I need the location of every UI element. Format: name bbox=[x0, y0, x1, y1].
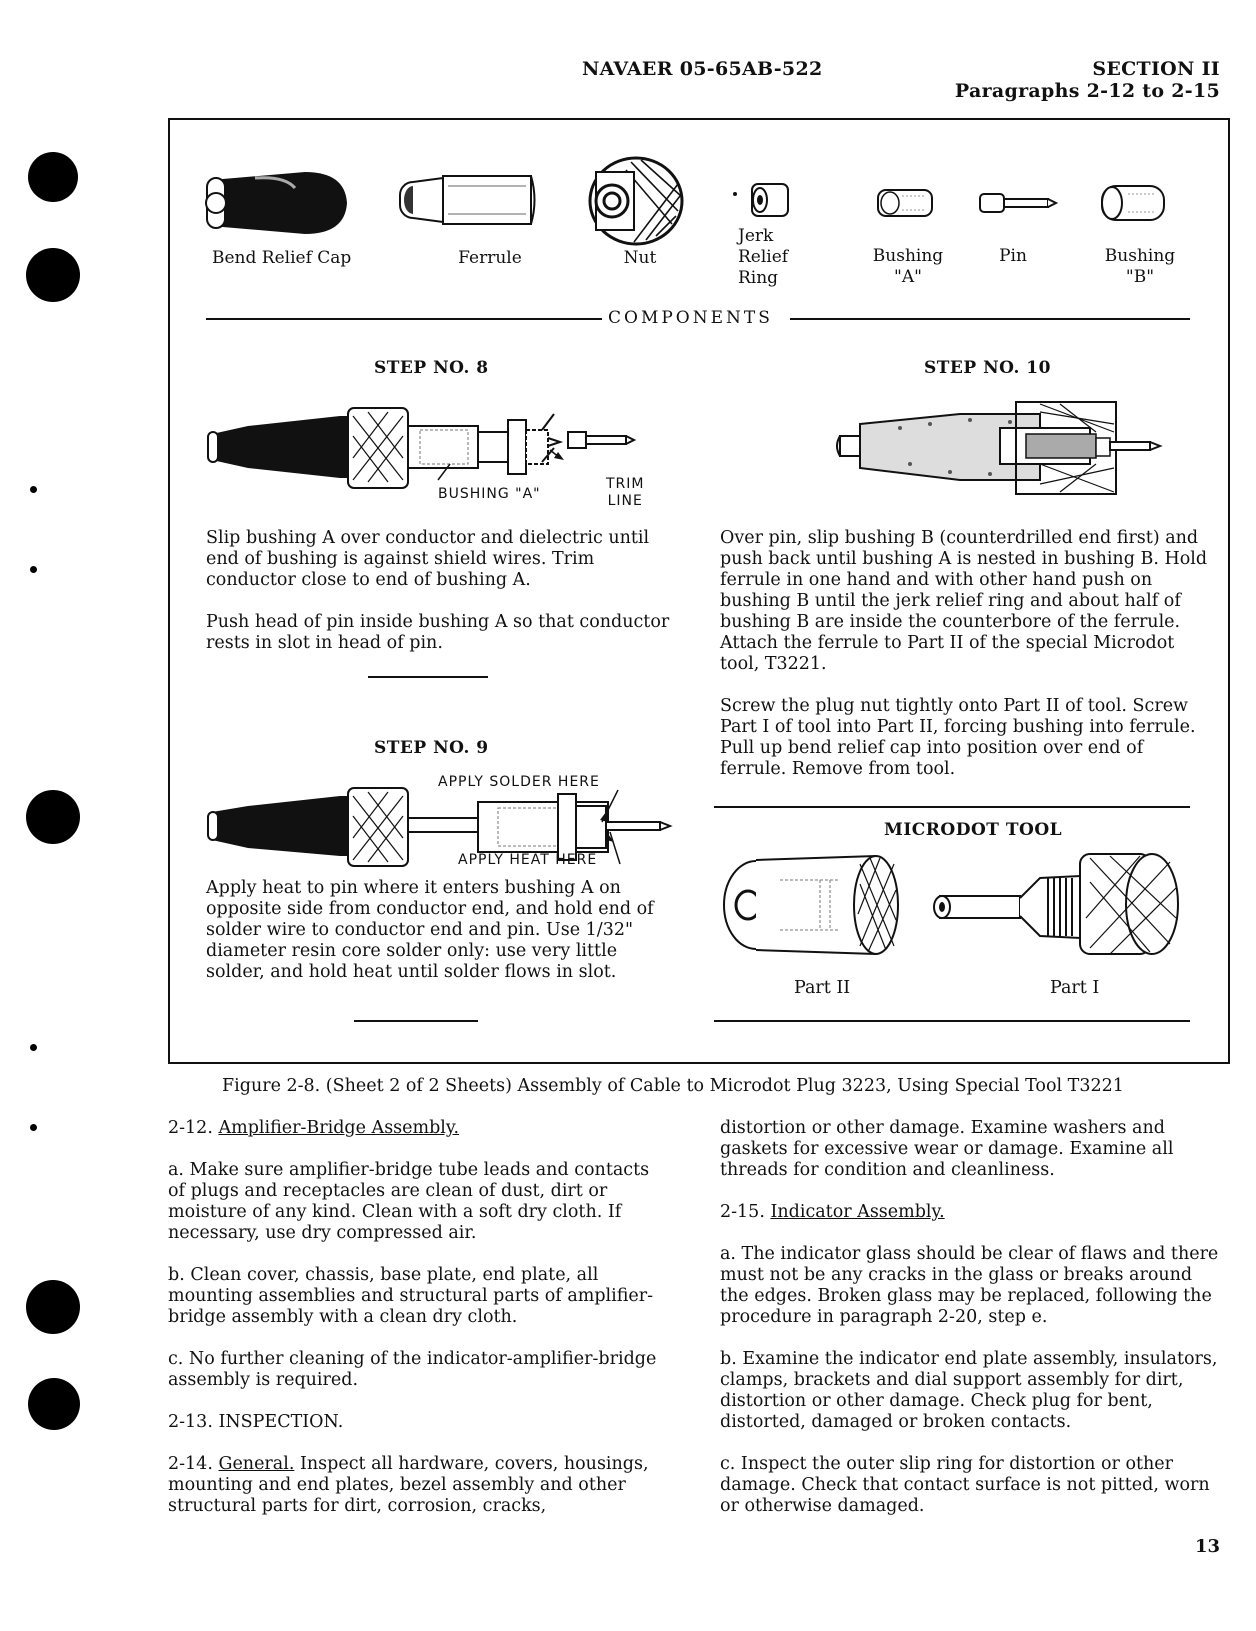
microdot-tool-part1-drawing bbox=[930, 848, 1190, 958]
microdot-tool-bottom-rule bbox=[714, 1020, 1190, 1022]
bend-relief-cap-drawing bbox=[205, 168, 355, 238]
component-label-ferrule: Ferrule bbox=[458, 248, 522, 268]
step-8-callout-trim-line: TRIM LINE bbox=[606, 476, 645, 509]
paragraph-2-15-number: 2-15. bbox=[720, 1202, 765, 1222]
paragraph-2-12-heading bbox=[168, 1118, 668, 1139]
paragraph-range: Paragraphs 2-12 to 2-15 bbox=[954, 80, 1220, 102]
margin-mark bbox=[30, 1044, 37, 1051]
component-label-nut: Nut bbox=[623, 248, 657, 268]
microdot-tool-top-rule bbox=[714, 806, 1190, 808]
component-label-bend-relief-cap: Bend Relief Cap bbox=[212, 248, 352, 268]
nut-drawing bbox=[586, 156, 686, 246]
components-title: COMPONENTS bbox=[608, 308, 773, 328]
step-10-paragraph-1: Over pin, slip bushing B (counterdrilled end first) and push back until bushing A is nested in bushing B. Hold ferrule in one hand and with other hand push on bushing B until the jerk relief ring and about half of bushing B are inside the counterbore of the ferrule. Attach the ferrule to Part II of the special Microdot tool, T3221. bbox=[720, 528, 1208, 674]
step-8-text bbox=[206, 528, 676, 675]
step-9-drawing bbox=[208, 784, 678, 874]
document-number: NAVAER 05-65AB-522 bbox=[582, 58, 823, 80]
step-10-text bbox=[720, 528, 1210, 801]
page-number: 13 bbox=[1194, 1536, 1220, 1557]
section-label: SECTION II bbox=[1092, 58, 1220, 80]
step-9-callout-heat: APPLY HEAT HERE bbox=[458, 852, 598, 868]
step-8-paragraph-2: Push head of pin inside bushing A so that conductor rests in slot in head of pin. bbox=[206, 612, 670, 653]
paragraph-2-12-b: b. Clean cover, chassis, base plate, end plate, all mounting assemblies and structural parts of amplifier-bridge assembly with a clean dry cloth. bbox=[168, 1265, 654, 1327]
paragraph-2-14-number: 2-14. bbox=[168, 1454, 213, 1474]
margin-mark bbox=[30, 1124, 37, 1131]
microdot-tool-part1-label: Part I bbox=[1050, 978, 1100, 998]
component-label-bushing-b: Bushing "B" bbox=[1104, 246, 1176, 287]
step-9-paragraph-1: Apply heat to pin where it enters bushing A on opposite side from conductor end, and hold end of solder wire to conductor end and pin. Use 1/32" diameter resin core solder only: use very little solder, and hold heat until solder flows in slot. bbox=[206, 878, 654, 982]
component-label-pin: Pin bbox=[999, 246, 1027, 266]
step-9-title: STEP NO. 9 bbox=[374, 738, 489, 758]
body-right-column bbox=[720, 1118, 1220, 1538]
components-rule-right bbox=[790, 318, 1190, 320]
step-10-drawing bbox=[840, 398, 1220, 498]
paragraph-2-14-continued: distortion or other damage. Examine washers and gaskets for excessive wear or damage. Examine all threads for condition and cleanliness. bbox=[720, 1118, 1174, 1180]
component-label-jerk-relief-ring: Jerk Relief Ring bbox=[738, 226, 789, 288]
margin-mark bbox=[30, 566, 37, 573]
figure-caption: Figure 2-8. (Sheet 2 of 2 Sheets) Assembly of Cable to Microdot Plug 3223, Using Special Tool T3221 bbox=[222, 1076, 1124, 1096]
paragraph-2-12-number: 2-12. bbox=[168, 1118, 213, 1138]
paragraph-2-14-text: Inspect all hardware, covers, housings, mounting and end plates, bezel assembly and other structural parts for dirt, corrosion, cracks, bbox=[168, 1454, 649, 1516]
paragraph-2-12-a: a. Make sure amplifier-bridge tube leads and contacts of plugs and receptacles are clean of dust, dirt or moisture of any kind. Clean with a soft dry cloth. If necessary, use dry compressed air. bbox=[168, 1160, 650, 1243]
microdot-tool-title: MICRODOT TOOL bbox=[884, 820, 1063, 840]
binder-hole bbox=[26, 790, 80, 844]
paragraph-2-15-c: c. Inspect the outer slip ring for distortion or other damage. Check that contact surface is not pitted, worn or otherwise damaged. bbox=[720, 1454, 1210, 1516]
ferrule-drawing bbox=[398, 172, 538, 228]
paragraph-2-15-title: Indicator Assembly. bbox=[770, 1202, 945, 1222]
bushing-a-drawing bbox=[876, 188, 936, 218]
microdot-tool-part2-label: Part II bbox=[794, 978, 851, 998]
paragraph-2-15-a: a. The indicator glass should be clear of flaws and there must not be any cracks in the glass or breaks around the edges. Broken glass may be replaced, following the procedure in paragraph 2-20, step e. bbox=[720, 1244, 1219, 1327]
jerk-relief-ring-drawing bbox=[732, 180, 792, 220]
binder-hole bbox=[28, 152, 78, 202]
step-10-title: STEP NO. 10 bbox=[924, 358, 1051, 378]
paragraph-2-12-title: Amplifier-Bridge Assembly. bbox=[218, 1118, 460, 1138]
paragraph-2-13-heading: 2-13. INSPECTION. bbox=[168, 1412, 344, 1432]
margin-mark bbox=[30, 486, 37, 493]
step-9-callout-solder: APPLY SOLDER HERE bbox=[438, 774, 600, 790]
microdot-tool-part2-drawing bbox=[720, 850, 920, 960]
component-label-bushing-a: Bushing "A" bbox=[872, 246, 944, 287]
paragraph-2-14 bbox=[168, 1454, 668, 1517]
binder-hole bbox=[28, 1378, 80, 1430]
body-left-column bbox=[168, 1118, 668, 1538]
step-8-paragraph-1: Slip bushing A over conductor and dielectric until end of bushing is against shield wires. Trim conductor close to end of bushing A. bbox=[206, 528, 650, 590]
paragraph-2-12-c: c. No further cleaning of the indicator-amplifier-bridge assembly is required. bbox=[168, 1349, 657, 1390]
binder-hole bbox=[26, 248, 80, 302]
step-9-text bbox=[206, 878, 676, 1004]
paragraph-2-15-b: b. Examine the indicator end plate assembly, insulators, clamps, brackets and dial support assembly for dirt, distortion or other damage. Check plug for bent, distorted, damaged or broken contacts. bbox=[720, 1349, 1218, 1432]
paragraph-2-14-title: General. bbox=[218, 1454, 295, 1474]
components-rule-left bbox=[206, 318, 602, 320]
step-9-end-rule bbox=[354, 1020, 478, 1022]
binder-hole bbox=[26, 1280, 80, 1334]
step-8-title: STEP NO. 8 bbox=[374, 358, 489, 378]
step-10-paragraph-2: Screw the plug nut tightly onto Part II of tool. Screw Part I of tool into Part II, forcing bushing into ferrule. Pull up bend relief cap into position over end of ferrule. Remove from tool. bbox=[720, 696, 1196, 779]
step-8-end-rule bbox=[368, 676, 488, 678]
paragraph-2-15-heading bbox=[720, 1202, 1220, 1223]
pin-drawing bbox=[978, 190, 1058, 216]
bushing-b-drawing bbox=[1098, 184, 1170, 222]
step-8-callout-bushing: BUSHING "A" bbox=[438, 486, 541, 502]
